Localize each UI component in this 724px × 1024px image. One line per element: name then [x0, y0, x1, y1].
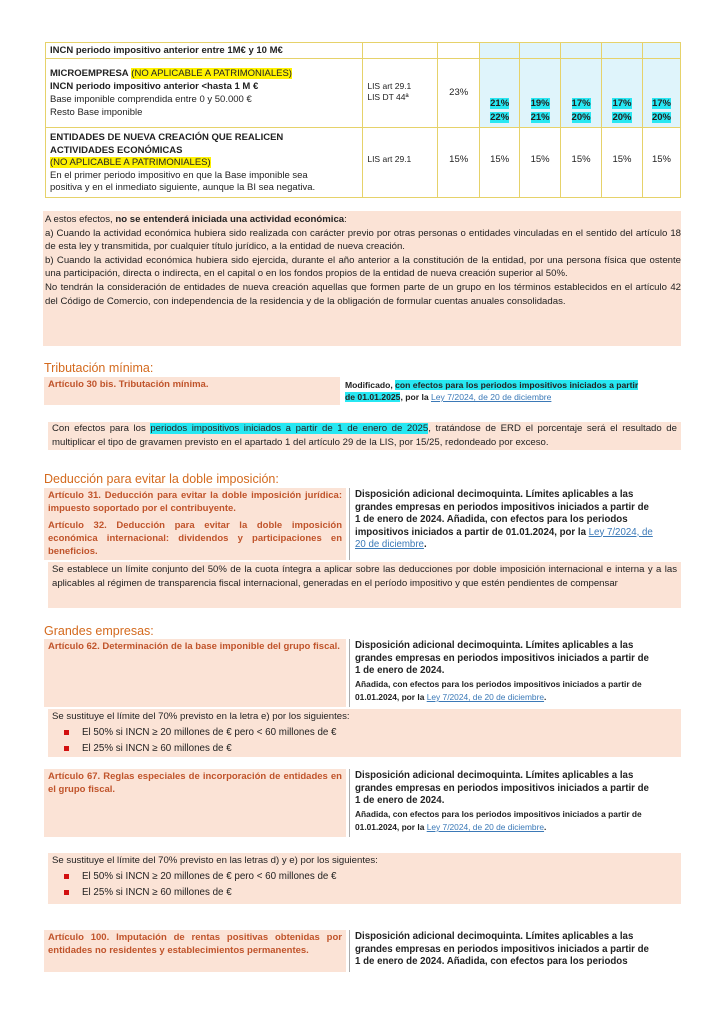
table-row — [46, 128, 681, 198]
ley-link[interactable]: Ley 7/2024, de 20 de diciembre — [355, 526, 653, 550]
table-row — [46, 59, 681, 128]
article-31: Artículo 31. Deducción para evitar la doble imposición jurídica: impuesto soportado por el contribuyente. — [48, 490, 342, 514]
note67-text: Se sustituye el límite del 70% previsto en las letras d) y e) por los siguientes: — [52, 855, 378, 866]
disp-small: Añadida, con efectos para los periodos impositivos iniciados a partir de 01.01.2024, por la — [355, 808, 642, 832]
micro-ref1: LIS art 29.1 — [367, 81, 412, 91]
tributacion-note — [48, 422, 681, 450]
note62-text: Se sustituye el límite del 70% previsto en la letra e) por los siguientes: — [52, 711, 350, 722]
art100-disp: Disposición adicional decimoquinta. Límites aplicables a las grandes empresas en periodos impositivos iniciados a partir de 1 de enero de 2024. Añadida, con efectos para los periodos — [355, 931, 649, 967]
deduccion-articles-box — [44, 488, 346, 560]
rate-cell: 15% — [561, 128, 602, 198]
divider — [349, 488, 350, 560]
list-item: El 25% si INCN ≥ 60 millones de € — [48, 741, 681, 757]
rates-table — [45, 42, 681, 198]
grandes-heading: Grandes empresas: — [44, 624, 154, 638]
rate-cell: 20% — [612, 112, 632, 123]
nueva-note: (NO APLICABLE A PATRIMONIALES) — [50, 157, 211, 168]
micro-line2: INCN periodo impositivo anterior <hasta 1 M € — [50, 81, 259, 92]
rate-cell: 21% — [530, 112, 550, 123]
art62-box — [44, 639, 346, 707]
table-row — [46, 43, 681, 59]
rate-cell: 20% — [651, 112, 671, 123]
note-intro-bold: no se entenderá iniciada una actividad económica — [115, 214, 345, 225]
mod-text-2: , por la — [400, 392, 431, 402]
rate-cell: 19% — [530, 98, 550, 109]
divider — [349, 639, 350, 707]
deduccion-disp — [355, 489, 655, 552]
mod-text: Modificado, — [345, 380, 396, 390]
deduccion-note: Se establece un límite conjunto del 50% de la cuota íntegra a aplicar sobre las deducciones por doble imposición internacional e interna y a las aplicables al régimen de transparencia fiscal internacional, generadas en el período impositivo y que estén pendientes de compensar — [48, 562, 681, 608]
incn-label: INCN periodo impositivo anterior entre 1M€ y 10 M€ — [46, 43, 363, 59]
tributacion-disp — [345, 379, 645, 403]
disp-end: . — [423, 539, 427, 550]
note-c: No tendrán la consideración de entidades de nueva creación aquellas que formen parte de un grupo en los términos establecidos en el artículo 42 del Código de Comercio, con independencia de la residencia y de la obligación de formular cuentas anuales consolidadas. — [45, 281, 681, 307]
art62-disp — [355, 640, 655, 705]
list-item: El 50% si INCN ≥ 20 millones de € pero < 60 millones de € — [48, 725, 681, 741]
bullet-list — [48, 725, 681, 757]
rate-cell: 15% — [520, 128, 561, 198]
rate-cell: 22% — [490, 112, 510, 123]
divider — [349, 930, 350, 972]
disp-text: Disposición adicional decimoquinta. Límites aplicables a las grandes empresas en periodos impositivos iniciados a partir de 1 de enero de 2024. Añadida, con efectos para los periodos impositivos iniciados a partir de 01.01.2024, por la — [355, 489, 649, 538]
article-30bis: Artículo 30 bis. Tributación mínima. — [48, 379, 209, 390]
rate-cell: 20% — [571, 112, 591, 123]
art67-disp — [355, 770, 655, 835]
rate-cell: 17% — [651, 98, 671, 109]
micro-title: MICROEMPRESA — [50, 68, 129, 79]
micro-note: (NO APLICABLE A PATRIMONIALES) — [131, 68, 292, 79]
mod-highlight: con efectos para los periodos impositivos iniciados a partir de 01.01.2025 — [345, 380, 639, 402]
micro-line4: Resto Base imponible — [50, 107, 143, 118]
divider — [349, 769, 350, 837]
nueva-title2: ACTIVIDADES ECONÓMICAS — [50, 144, 183, 156]
micro-line3: Base imponible comprendida entre 0 y 50.000 € — [50, 94, 252, 105]
ley-link[interactable]: Ley 7/2024, de 20 de diciembre — [431, 392, 552, 402]
article-67: Artículo 67. Reglas especiales de incorporación de entidades en el grupo fiscal. — [48, 771, 342, 795]
art67-box — [44, 769, 346, 837]
article-100: Artículo 100. Imputación de rentas positivas obtenidas por entidades no residentes y establecimientos permanentes. — [48, 932, 342, 956]
nueva-creacion-note — [43, 211, 681, 346]
rate-cell: 21% — [490, 98, 510, 109]
disp-small: Añadida, con efectos para los periodos impositivos iniciados a partir de 01.01.2024, por la — [355, 678, 642, 702]
disp-text: Disposición adicional decimoquinta. Límites aplicables a las grandes empresas en periodos impositivos iniciados a partir de 1 de enero de 2024. — [355, 770, 649, 806]
trib-p-hl: periodos impositivos iniciados a partir de 1 de enero de 2025 — [150, 423, 429, 434]
art62-note — [48, 709, 681, 757]
micro-ref2: LIS DT 44ª — [367, 92, 409, 102]
article-32: Artículo 32. Deducción para evitar la doble imposición económica internacional: dividendos y participaciones en beneficios. — [48, 520, 342, 557]
rate-cell: 15% — [480, 128, 520, 198]
rate-cell: 15% — [602, 128, 643, 198]
art100-box — [44, 930, 346, 972]
nueva-ref: LIS art 29.1 — [363, 128, 438, 198]
disp-end: . — [544, 822, 547, 832]
nueva-line-a: En el primer periodo impositivo en que la Base imponible sea — [50, 169, 308, 181]
deduccion-heading: Deducción para evitar la doble imposición: — [44, 472, 279, 486]
tributacion-heading: Tributación mínima: — [44, 361, 154, 375]
nueva-title1: ENTIDADES DE NUEVA CREACIÓN QUE REALICEN — [50, 132, 284, 143]
nueva-line-b: positiva y en el inmediato siguiente, aunque la BI sea negativa. — [50, 182, 316, 193]
rate-cell: 17% — [612, 98, 632, 109]
note-a: a) Cuando la actividad económica hubiera sido realizada con carácter previo por otras personas o entidades vinculadas en el sentido del artículo 18 de esta ley y transmitida, por cualquier título jurídico, a la entidad de nueva creación. — [45, 227, 681, 253]
micro-general: 23% — [438, 59, 480, 128]
bullet-list — [48, 869, 681, 901]
rate-cell: 17% — [571, 98, 591, 109]
note-intro-colon: : — [344, 214, 347, 225]
trib-p-a: Con efectos para los — [52, 423, 151, 434]
tributacion-article-box — [44, 377, 340, 405]
rate-cell: 15% — [438, 128, 480, 198]
rate-cell: 15% — [642, 128, 680, 198]
note-b: b) Cuando la actividad económica hubiera sido ejercida, durante el año anterior a la constitución de la entidad, por una persona física que ostente una participación, directa o indirecta, en el capital o en los fondos propios de la entidad de nueva creación superior al 50%. — [45, 254, 681, 280]
art67-note — [48, 853, 681, 904]
disp-end: . — [544, 692, 547, 702]
note-intro: A estos efectos, — [45, 214, 116, 225]
ley-link[interactable]: Ley 7/2024, de 20 de diciembre — [426, 692, 545, 702]
disp-text: Disposición adicional decimoquinta. Límites aplicables a las grandes empresas en periodos impositivos iniciados a partir de 1 de enero de 2024. — [355, 640, 649, 676]
article-62: Artículo 62. Determinación de la base imponible del grupo fiscal. — [48, 641, 340, 652]
list-item: El 50% si INCN ≥ 20 millones de € pero < 60 millones de € — [48, 869, 681, 885]
ley-link[interactable]: Ley 7/2024, de 20 de diciembre — [426, 822, 545, 832]
list-item: El 25% si INCN ≥ 60 millones de € — [48, 885, 681, 901]
trib-p-b: , tratándose de ERD el porcentaje será el resultado de multiplicar el tipo de gravamen previsto en el apartado 1 del artículo 29 de la LIS, por 15/25, redondeado por exceso. — [52, 423, 677, 448]
